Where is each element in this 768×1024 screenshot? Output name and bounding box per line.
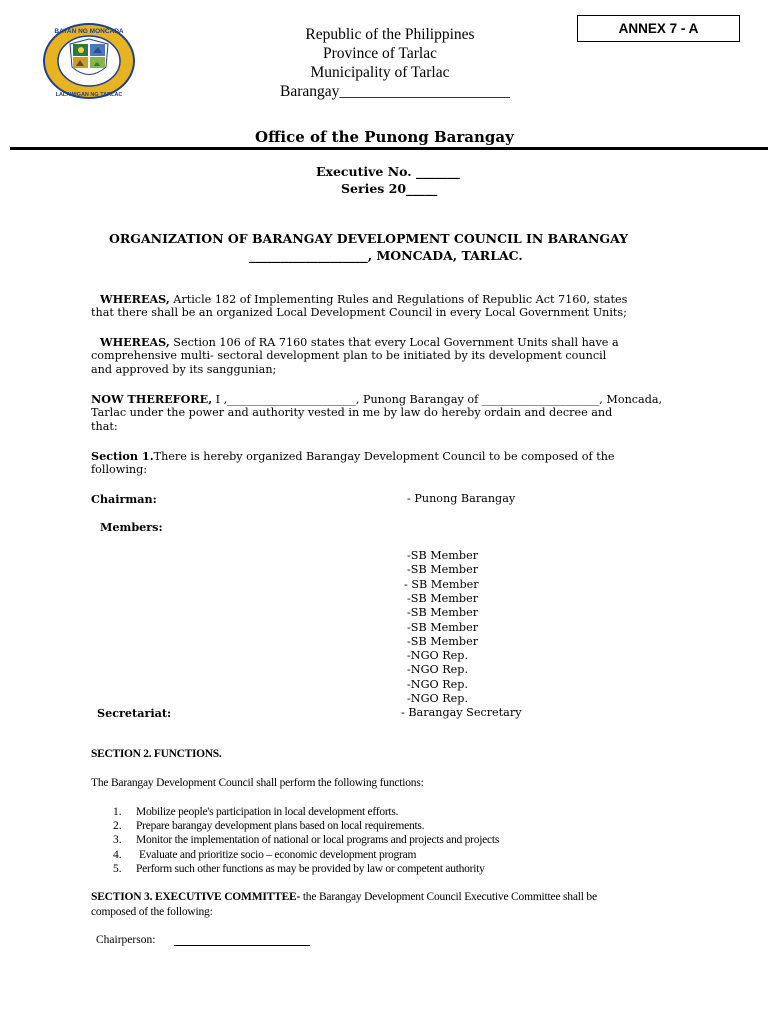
whereas-2-line2: comprehensive multi- sectoral development plan to be initiated by its development council [91,349,607,362]
annex-label: ANNEX 7 - A [577,15,740,42]
header-divider [10,147,768,150]
section-3-text1: the Barangay Development Council Executive Committee shall be [300,891,597,903]
function-number: 2. [113,820,122,833]
member-role-item: -SB Member [407,563,479,577]
secretariat-label: Secretariat: [97,706,172,720]
section-1-line1 [91,449,615,464]
section-1-lead: Section 1. [91,449,154,463]
function-text: Evaluate and prioritize socio – economic development program [139,848,417,861]
document-title-line2: ___________________, MONCADA, TARLAC. [249,248,523,263]
barangay-seal-logo [42,22,137,100]
section-2-title: SECTION 2. FUNCTIONS. [91,748,222,760]
now-therefore-line1 [91,392,662,407]
now-therefore-lead: NOW THEREFORE, [91,392,213,406]
chairman-role: - Punong Barangay [407,492,516,505]
member-role-item: -NGO Rep. [407,649,468,663]
function-text: Monitor the implementation of national or local programs and projects and projects [136,834,500,847]
whereas-2-lead: WHEREAS, [100,335,170,349]
section-3-line2: composed of the following: [91,906,213,918]
whereas-1-lead: WHEREAS, [100,292,170,306]
whereas-2-line3: and approved by its sanggunian; [91,363,277,376]
now-therefore-line2: Tarlac under the power and authority vested in me by law do hereby ordain and decree and [91,406,613,419]
now-therefore-line3: that: [91,420,118,433]
whereas-2-text1: Section 106 of RA 7160 states that every Local Government Units shall have a [169,336,619,349]
chairperson-blank-line [174,945,310,946]
section-3-lead: SECTION 3. EXECUTIVE COMMITTEE- [91,891,301,903]
header-province: Province of Tarlac [323,45,437,62]
function-text: Prepare barangay development plans based on local requirements. [136,820,425,833]
member-role-item: -SB Member [407,549,479,562]
function-number: 5. [113,862,122,875]
header-barangay: Barangay______________________ [280,83,510,100]
header-municipality: Municipality of Tarlac [310,64,450,81]
chairman-label: Chairman: [91,492,157,506]
function-number: 1. [113,806,122,818]
section-1-text1: There is hereby organized Barangay Development Council to be composed of the [153,450,615,463]
section-3-line1 [91,891,597,903]
member-role-item: - SB Member [404,577,479,591]
member-role-item: -SB Member [407,591,479,605]
function-text: Mobilize people's participation in local development efforts. [136,806,399,818]
chairperson-label: Chairperson: [96,934,156,946]
seal-ring-text-top: BAYAN NG MONCADA [54,28,124,35]
header-republic: Republic of the Philippines [305,26,475,43]
function-number: 4. [113,848,122,861]
section-1-line2: following: [91,463,148,476]
now-therefore-text1: I ,_______________________, Punong Barangay of _____________________, Moncada, [212,393,663,406]
secretariat-role: - Barangay Secretary [401,706,522,719]
series-year: Series 20_____ [341,181,438,196]
member-role-item: -SB Member [407,634,479,648]
function-number: 3. [113,834,122,847]
office-title: Office of the Punong Barangay [255,128,514,146]
whereas-2-line1 [100,335,619,350]
whereas-1-line2: that there shall be an organized Local Development Council in every Local Government Units; [91,306,627,319]
member-role-item: -NGO Rep. [407,663,468,677]
document-title-line1: ORGANIZATION OF BARANGAY DEVELOPMENT COUNCIL IN BARANGAY [109,231,629,246]
seal-ring-text-bottom: LALAWIGAN NG TARLAC [55,92,123,98]
whereas-1-text1: Article 182 of Implementing Rules and Regulations of Republic Act 7160, states [169,293,628,306]
member-role-item: -NGO Rep. [407,692,468,705]
whereas-1-line1 [100,292,627,307]
member-role-item: -SB Member [407,620,479,634]
member-role-item: -NGO Rep. [407,677,468,691]
executive-number: Executive No. _______ [316,164,460,179]
members-label: Members: [100,520,163,534]
section-2-intro: The Barangay Development Council shall perform the following functions: [91,777,424,789]
member-role-item: -SB Member [407,606,479,620]
function-text: Perform such other functions as may be provided by law or competent authority [136,862,485,875]
